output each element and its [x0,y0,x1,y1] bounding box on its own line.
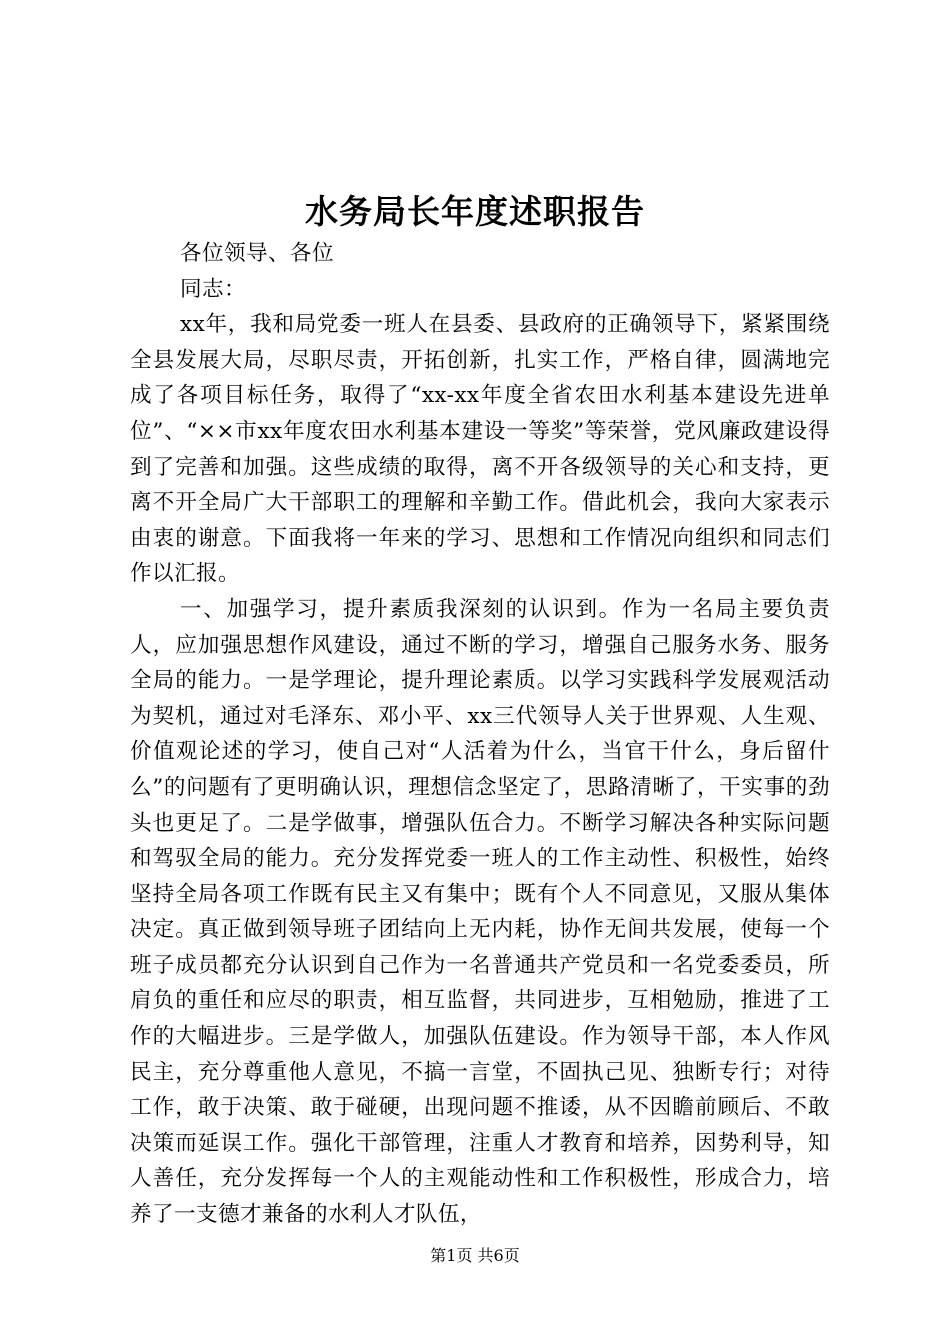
paragraph-1: xx年，我和局党委一班人在县委、县政府的正确领导下，紧紧围绕全县发展大局，尽职尽责，开拓创新，扎实工作，严格自律，圆满地完成了各项目标任务，取得了“xx-xx年度全省农田水利基本建设先进单位”、“××市xx年度农田水利基本建设一等奖”等荣誉，党风廉政建设得到了完善和加强。这些成绩的取得，离不开各级领导的关心和支持，更离不开全局广大干部职工的理解和辛勤工作。借此机会，我向大家表示由衷的谢意。下面我将一年来的学习、思想和工作情况向组织和同志们作以汇报。 [130,312,830,587]
salutation-line-2: 同志： [180,276,246,302]
document-title: 水务局长年度述职报告 [305,192,645,231]
salutation-line-1: 各位领导、各位 [180,241,334,266]
page-number-footer: 第1页 共6页 [430,1246,520,1265]
document-body [130,236,830,1233]
paragraph-2: 一、加强学习，提升素质我深刻的认识到。作为一名局主要负责人，应加强思想作风建设，通过不断的学习，增强自己服务水务、服务全局的能力。一是学理论，提升理论素质。以学习实践科学发展观活动为契机，通过对毛泽东、邓小平、xx三代领导人关于世界观、人生观、价值观论述的学习，使自己对“人活着为什么，当官干什么，身后留什么”的问题有了更明确认识，理想信念坚定了，思路清晰了，干实事的劲头也更足了。二是学做事，增强队伍合力。不断学习解决各种实际问题和驾驭全局的能力。充分发挥党委一班人的工作主动性、积极性，始终坚持全局各项工作既有民主又有集中；既有个人不同意见，又服从集体决定。真正做到领导班子团结向上无内耗，协作无间共发展，使每一个班子成员都充分认识到自己作为一名普通共产党员和一名党委委员，所肩负的重任和应尽的职责，相互监督，共同进步，互相勉励，推进了工作的大幅进步。三是学做人，加强队伍建设。作为领导干部，本人作风民主，充分尊重他人意见，不搞一言堂，不固执己见、独断专行；对待工作，敢于决策、敢于碰硬，出现问题不推诿，从不因瞻前顾后、不敢决策而延误工作。强化干部管理，注重人才教育和培养，因势利导，知人善任，充分发挥每一个人的主观能动性和工作积极性，形成合力，培养了一支德才兼备的水利人才队伍， [130,596,830,1228]
